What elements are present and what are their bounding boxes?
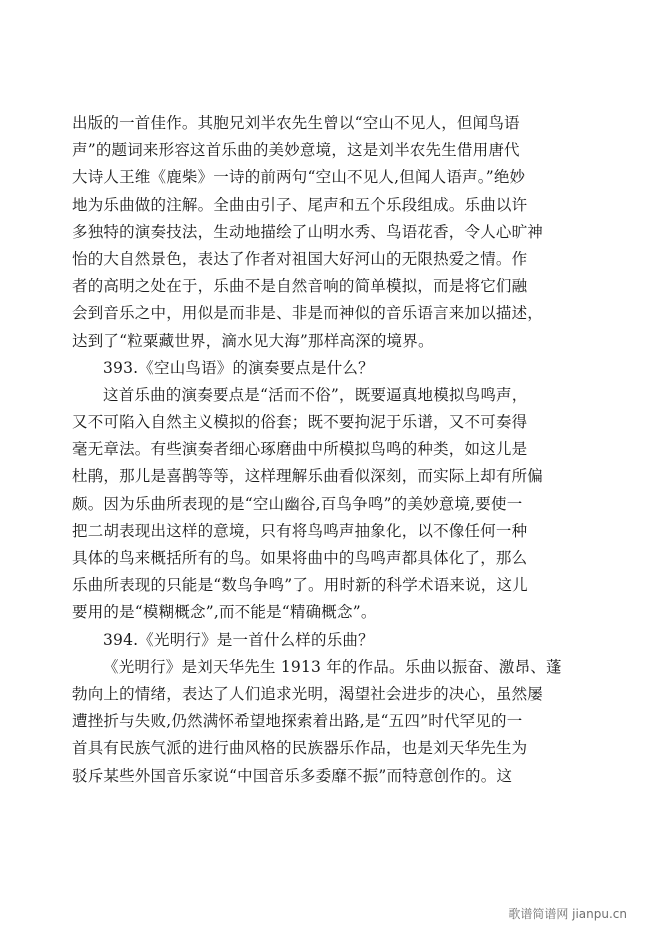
text-line: 乐曲所表现的只能是“数鸟争鸣”了。用时新的科学术语来说，这儿 xyxy=(72,576,528,595)
text-line: 颇。因为乐曲所表现的是“空山幽谷,百鸟争鸣”的美妙意境,要使一 xyxy=(72,494,523,513)
text-line: 把二胡表现出这样的意境，只有将鸟鸣声抽象化，以不像任何一种 xyxy=(72,521,528,540)
text-line: 首具有民族气派的进行曲风格的民族器乐作品，也是刘天华先生为 xyxy=(72,739,528,758)
text-line: 多独特的演奏技法，生动地描绘了山明水秀、鸟语花香，令人心旷神 xyxy=(72,222,544,241)
text-line: 地为乐曲做的注解。全曲由引子、尾声和五个乐段组成。乐曲以许 xyxy=(72,195,528,214)
text-line: 毫无章法。有些演奏者细心琢磨曲中所模拟鸟鸣的种类，如这儿是 xyxy=(72,440,528,459)
text-line: 要用的是“模糊概念”,而不能是“精确概念”。 xyxy=(72,603,377,622)
question-heading-394: 394.《光明行》是一首什么样的乐曲？ xyxy=(103,630,374,649)
text-line: 具体的鸟来概括所有的鸟。如果将曲中的鸟鸣声都具体化了，那么 xyxy=(72,549,528,567)
text-line: 杜鹃，那儿是喜鹊等等，这样理解乐曲看似深刻，而实际上却有所偏 xyxy=(72,467,544,486)
text-line: 这首乐曲的演奏要点是“活而不俗”，既要逼真地模拟鸟鸣声， xyxy=(103,385,528,404)
body-text xyxy=(72,110,572,790)
text-line: 勃向上的情绪，表达了人们追求光明，渴望社会进步的决心，虽然屡 xyxy=(72,684,544,703)
text-line: 出版的一首佳作。其胞兄刘半农先生曾以“空山不见人，但闻鸟语 xyxy=(72,114,520,132)
question-heading-393: 393.《空山鸟语》的演奏要点是什么？ xyxy=(103,358,374,377)
text-line: 大诗人王维《鹿柴》一诗的前两句“空山不见人,但闻人语声。”绝妙 xyxy=(72,168,526,187)
site-watermark: 歌谱简谱网 jianpu.cn xyxy=(508,907,627,921)
text-line: 又不可陷入自然主义模拟的俗套；既不要拘泥于乐谱，又不可奏得 xyxy=(72,413,528,432)
text-line: 声”的题词来形容这首乐曲的美妙意境，这是刘半农先生借用唐代 xyxy=(72,141,520,160)
text-line: 达到了“粒粟藏世界，滴水见大海”那样高深的境界。 xyxy=(72,331,434,350)
text-line: 《光明行》是刘天华先生 1913 年的作品。乐曲以振奋、激昂、蓬 xyxy=(103,657,562,676)
text-line: 会到音乐之中，用似是而非是、非是而神似的音乐语言来加以描述， xyxy=(72,304,544,323)
text-line: 遭挫折与失败,仍然满怀希望地探索着出路,是“五四”时代罕见的一 xyxy=(72,712,523,731)
text-line: 驳斥某些外国音乐家说“中国音乐多委靡不振”而特意创作的。这 xyxy=(72,766,513,785)
text-line: 者的高明之处在于，乐曲不是自然音响的简单模拟，而是将它们融 xyxy=(72,277,528,296)
text-line: 怡的大自然景色，表达了作者对祖国大好河山的无限热爱之情。作 xyxy=(72,249,528,268)
